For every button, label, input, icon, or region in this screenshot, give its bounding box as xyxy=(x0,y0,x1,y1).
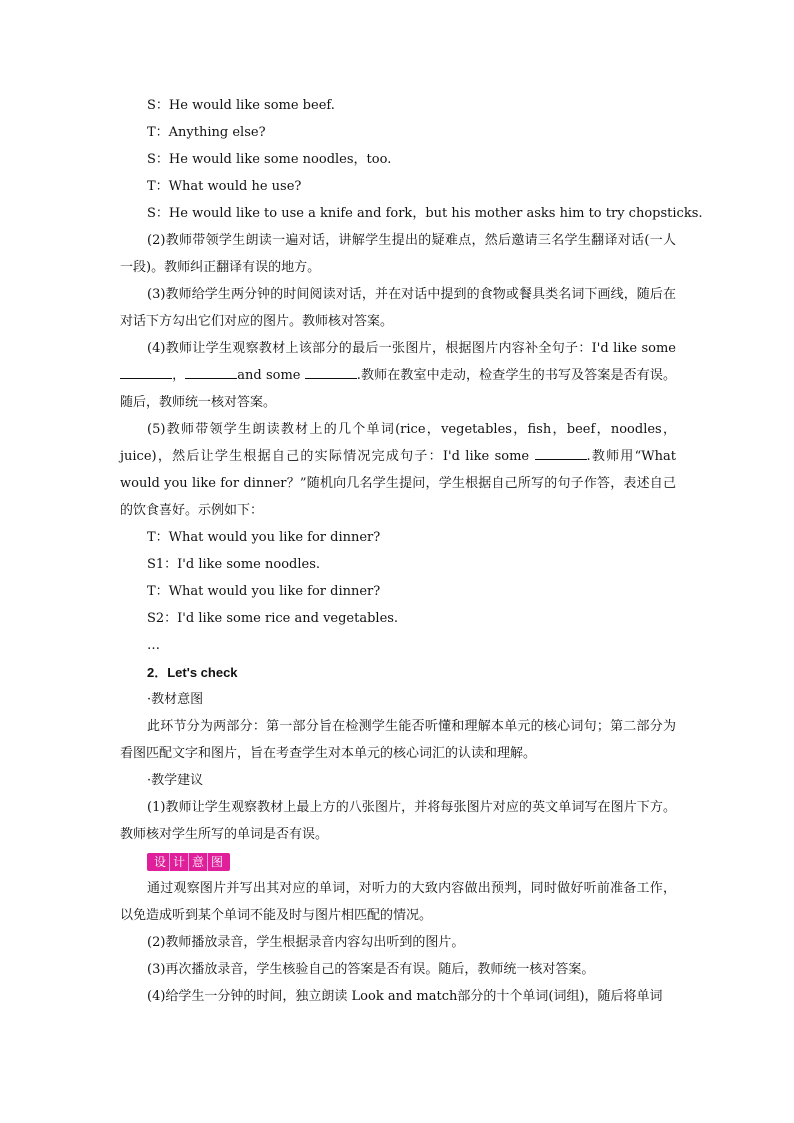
intent-label: ·教材意图 xyxy=(147,692,204,707)
paragraph-step-2: (2)教师带领学生朗读一遍对话，讲解学生提出的疑难点，然后邀请三名学生翻译对话(一人一段)。教师纠正翻译有误的地方。 xyxy=(120,233,676,275)
paragraph-step-4 xyxy=(120,335,676,416)
step-4-text-d: .教师在教室中走动，检查学生的书写及答案是否有误。随后，教师统一核对答案。 xyxy=(120,368,676,410)
fill-blank xyxy=(185,364,237,379)
badge-char: 意 xyxy=(189,853,208,871)
design-intent-badge-row xyxy=(120,848,676,875)
suggestion-step-3: (3)再次播放录音，学生核验自己的答案是否有误。随后，教师统一核对答案。 xyxy=(147,962,595,977)
suggestion-step-2: (2)教师播放录音，学生根据录音内容勾出听到的图片。 xyxy=(147,935,465,950)
dialogue-line: S2：I'd like some rice and vegetables. xyxy=(147,611,399,626)
fill-blank xyxy=(120,364,172,379)
suggestion-step-4: (4)给学生一分钟的时间，独立朗读 Look and match部分的十个单词(词组)，随后将单词 xyxy=(147,989,663,1004)
fill-blank xyxy=(535,445,587,460)
design-intent-text: 通过观察图片并写出其对应的单词，对听力的大致内容做出预判，同时做好听前准备工作，以免造成听到某个单词不能及时与图片相匹配的情况。 xyxy=(120,881,676,923)
badge-char: 图 xyxy=(211,854,224,869)
section-heading: 2．Let's check xyxy=(147,665,238,680)
suggestion-label: ·教学建议 xyxy=(147,773,204,788)
design-intent-badge xyxy=(147,853,230,871)
step-4-text-c: and some xyxy=(237,368,301,383)
dialogue-line: S：He would like some beef. xyxy=(147,98,335,113)
document-body xyxy=(120,92,703,1010)
dialogue-line: T：Anything else? xyxy=(147,125,266,140)
dialogue-line: T：What would you like for dinner? xyxy=(147,530,381,545)
dialogue-ellipsis: … xyxy=(147,638,160,653)
fill-blank xyxy=(305,364,357,379)
badge-char: 设 xyxy=(151,853,170,871)
paragraph-step-5 xyxy=(120,416,676,524)
step-5-text-a: (5)教师带领学生朗读教材上的几个单词(rice，vegetables，fish，beef，noodles，juice)，然后让学生根据自己的实际情况完成句子：I'd like some xyxy=(120,422,676,464)
dialogue-line: S1：I'd like some noodles. xyxy=(147,557,321,572)
paragraph-step-3: (3)教师给学生两分钟的时间阅读对话，并在对话中提到的食物或餐具类名词下画线，随后在对话下方勾出它们对应的图片。教师核对答案。 xyxy=(120,287,676,329)
dialogue-line: T：What would you like for dinner? xyxy=(147,584,381,599)
dialogue-line: S：He would like some noodles，too. xyxy=(147,152,392,167)
step-5-text-b: .教师用“What would you like for dinner？”随机向几名学生提问，学生根据自己所写的句子作答，表述自己的饮食喜好。示例如下： xyxy=(120,449,676,518)
step-4-text-b: ， xyxy=(172,368,186,383)
intent-text: 此环节分为两部分：第一部分旨在检测学生能否听懂和理解本单元的核心词句；第二部分为看图匹配文字和图片，旨在考查学生对本单元的核心词汇的认读和理解。 xyxy=(120,719,676,761)
dialogue-line: S：He would like to use a knife and fork，but his mother asks him to try chopsticks. xyxy=(147,206,703,221)
step-4-text-a: (4)教师让学生观察教材上该部分的最后一张图片，根据图片内容补全句子：I'd like some xyxy=(147,341,676,356)
badge-char: 计 xyxy=(170,853,189,871)
suggestion-step-1: (1)教师让学生观察教材上最上方的八张图片，并将每张图片对应的英文单词写在图片下方。教师核对学生所写的单词是否有误。 xyxy=(120,800,676,842)
dialogue-line: T：What would he use? xyxy=(147,179,302,194)
